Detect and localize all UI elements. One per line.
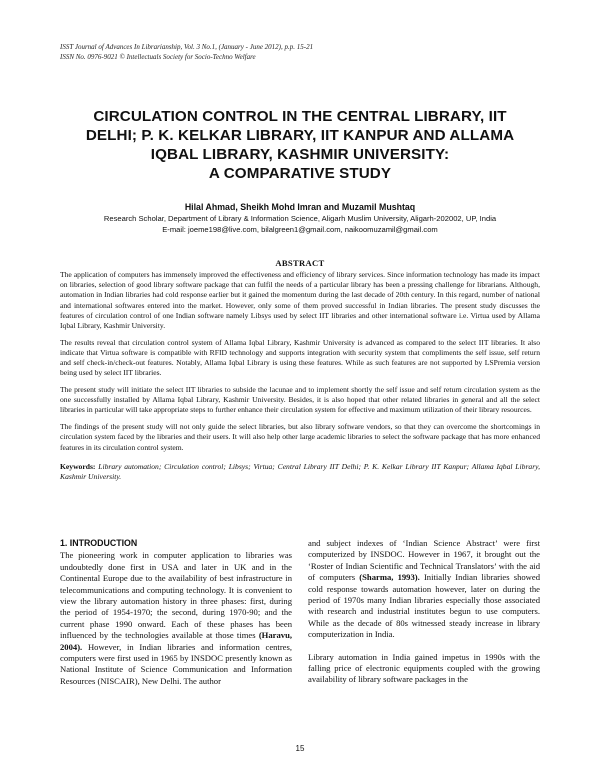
abstract-paragraph-3: The present study will initiate the select IIT libraries to subside the lacunae and to implement shortly the self issue and self return circulation system as the one successfully installed by Allama Iqbal Library, Kashmir University. Besides, it is also hoped that other related libraries in general and all the select libraries in particular will take appropriate steps to further enhance their circulation system for effective and maximum utilization of their library resources.: [60, 385, 540, 415]
intro-p1-text-a: The pioneering work in computer application to libraries was undoubtedly done first in USA and later in UK and in the Continental Europe due to the availability of best infrastructure in telecommunications and computing technology. It is convenient to view the library automation history in three phases: first, during the period of 1954-1970; the second, during 1970-90; and the current phase 1990 onward. Each of these phases has been influenced by the technologies available at those times: [60, 550, 292, 641]
intro-p2-text-b: Initially Indian libraries showed cold response towards automation however, later on during the period of 1970s many Indian libraries especially those associated with research and industrial institutes begun to use computers. While as the decade of 80s witnessed steady increase in library computerization in India.: [308, 572, 540, 640]
abstract-paragraph-2: The results reveal that circulation control system of Allama Iqbal Library, Kashmir University is advanced as compared to the select IIT libraries. It also indicate that Virtua software is compatible with RFID technology and supports integration with security system that compliments the self issue, self return and self check-in/check-out features. Notably, Allama Iqbal Library is using these features. While as such features are not supported by LSPremia version being used by select IIT libraries.: [60, 337, 540, 378]
title-line-1: CIRCULATION CONTROL IN THE CENTRAL LIBRARY, IIT: [93, 108, 507, 125]
journal-citation: ISST Journal of Advances In Librarianship, Vol. 3 No.1, (January - June 2012), p.p. 15-21: [60, 43, 314, 51]
right-column: [308, 538, 540, 686]
citation-sharma: (Sharma, 1993).: [359, 572, 420, 583]
abstract-heading: ABSTRACT: [275, 258, 325, 268]
affiliation-block: [60, 213, 540, 235]
paper-title: [60, 107, 540, 183]
citation-haravu: (Haravu, 2004).: [60, 630, 292, 652]
title-line-4: A COMPARATIVE STUDY: [208, 165, 392, 182]
keywords-label: Keywords:: [60, 461, 96, 471]
intro-paragraph-1: [60, 550, 292, 687]
keywords: [60, 462, 540, 482]
intro-p1-text-b: However, in Indian libraries and information centres, computers were first used in 1965 by INSDOC presently known as National Institute of Science Communication and Information Resources (NISCAIR), New Delhi. The author: [60, 641, 292, 686]
title-line-2: DELHI; P. K. KELKAR LIBRARY, IIT KANPUR AND ALLAMA: [85, 127, 515, 144]
title-line-3: IQBAL LIBRARY, KASHMIR UNIVERSITY:: [150, 146, 450, 163]
section-heading-introduction: 1. INTRODUCTION: [60, 538, 138, 548]
keywords-text: Library automation; Circulation control; Libsys; Virtua; Central Library IIT Delhi; P. K. Kelkar Library IIT Kanpur; Allama Iqbal Library, Kashmir University.: [60, 461, 540, 481]
intro-p2-text-a: and subject indexes of ‘Indian Science Abstract’ were first computerized by INSDOC. However in 1967, it brought out the ‘Roster of Indian Scientific and Technical Translators’ with the aid of computers: [308, 538, 540, 583]
journal-issn: ISSN No. 0976-9021 © Intellectuals Society for Socio-Techno Welfare: [60, 53, 256, 61]
intro-paragraph-3: Library automation in India gained impetus in 1990s with the falling price of electronic equipments coupled with the growing availability of library software packages in the: [308, 651, 540, 685]
journal-header: [60, 42, 550, 62]
left-column: [60, 538, 292, 687]
abstract-paragraph-4: The findings of the present study will not only guide the select libraries, but also library software vendors, so that they can overcome the shortcomings in circulation system faced by the libraries and their users. It will also help other large academic libraries to select the software package that has more enhanced features in its circulation control system.: [60, 422, 540, 452]
abstract: [60, 270, 540, 482]
emails: E-mail: joeme198@live.com, bilalgreen1@gmail.com, naikoomuzamil@gmail.com: [162, 225, 438, 234]
abstract-paragraph-1: The application of computers has immensely improved the effectiveness and efficiency of library services. Since information technology has made its impact on libraries, selection of good library software package that can fulfil the needs of a particular library has been a pressing challenge for librarians. Although, automation in Indian libraries had cold response earlier but it gained the momentum during the last decade of 20th century. In this regard, number of national and international softwares entered into the market. However, only some of them proved successful in Indian libraries. The present study discusses the features of circulation control of one Indian software namely Libsys used by select IIT libraries and other international software i.e. Virtua used by Allama Iqbal Library, Kashmir University.: [60, 270, 540, 331]
affiliation: Research Scholar, Department of Library & Information Science, Aligarh Muslim University, Aligarh-202002, UP, India: [103, 214, 497, 223]
intro-paragraph-2: [308, 538, 540, 641]
page-number: 15: [295, 744, 305, 753]
authors: Hilal Ahmad, Sheikh Mohd Imran and Muzamil Mushtaq: [184, 202, 416, 212]
